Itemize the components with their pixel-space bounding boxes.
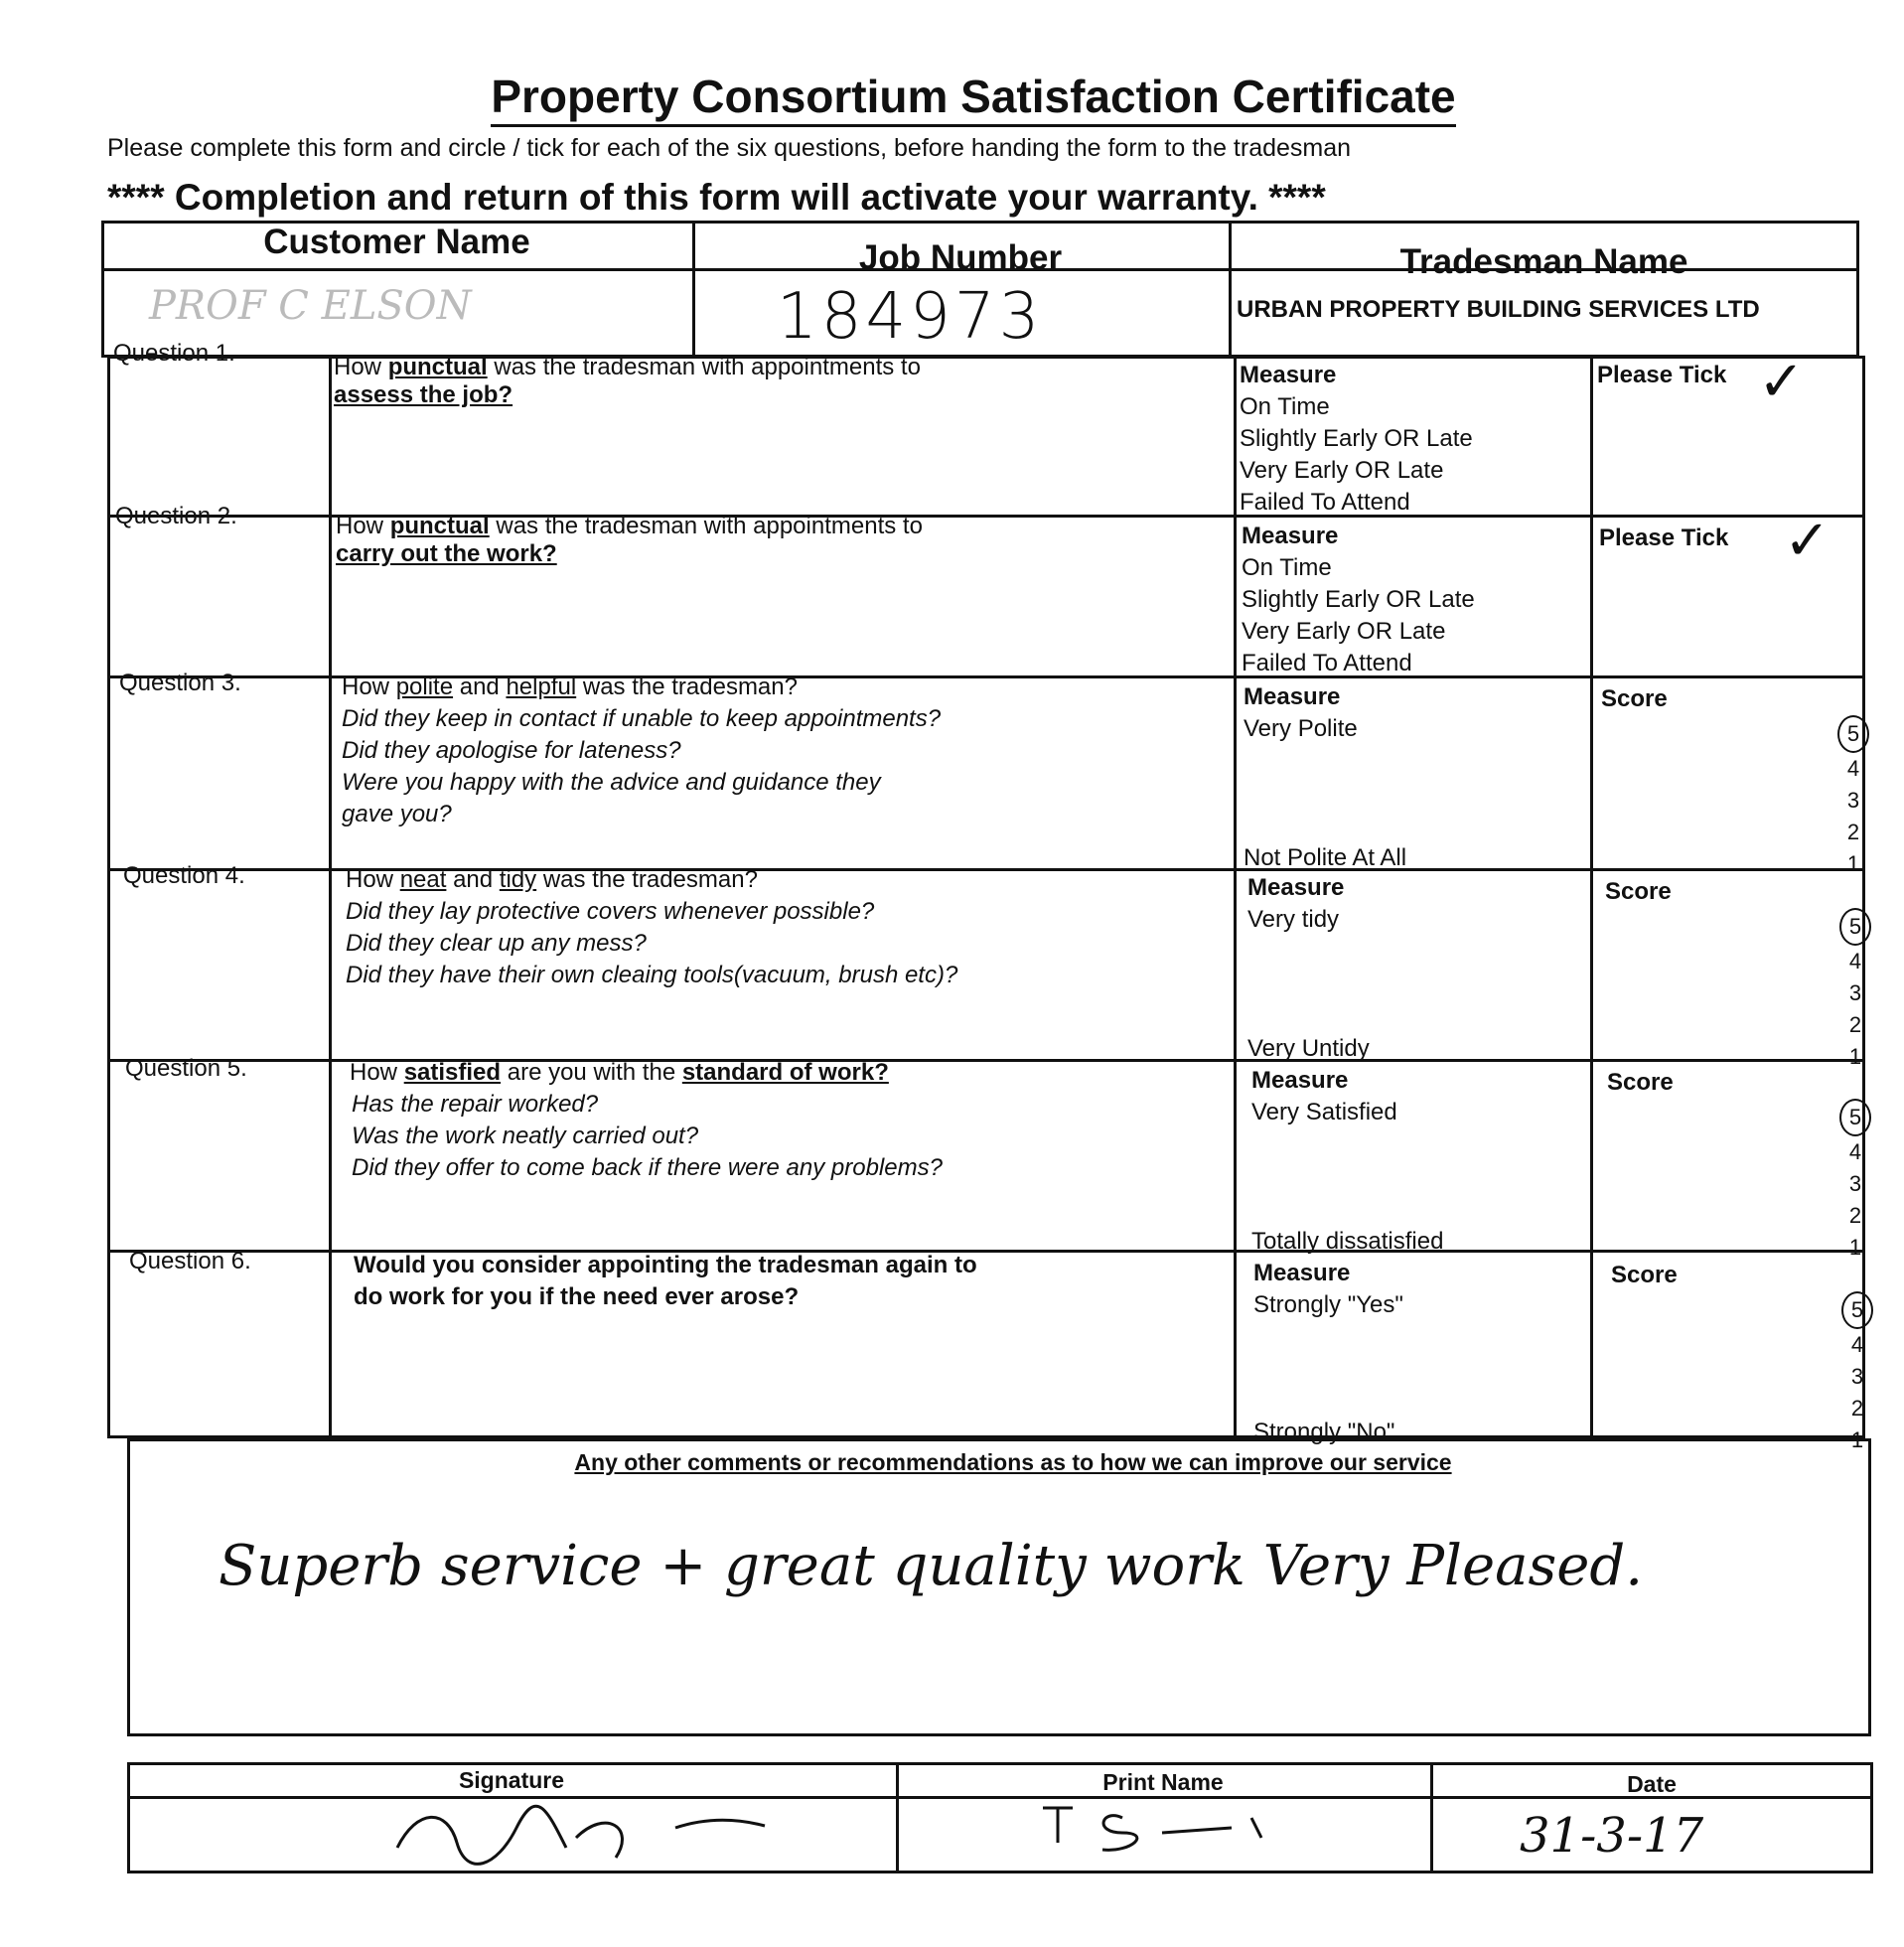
q6-text-line2: do work for you if the need ever arose? <box>354 1283 800 1310</box>
q3-subquestion: Did they keep in contact if unable to keep appointments? <box>342 705 942 732</box>
q5-measure-label: Measure <box>1251 1067 1349 1094</box>
q1-label: Question 1. <box>113 340 235 367</box>
q4-measure-label: Measure <box>1247 874 1345 901</box>
q1-tick-mark[interactable]: ✓ <box>1758 350 1805 414</box>
date-label: Date <box>1627 1771 1677 1797</box>
q4-subquestion: Did they clear up any mess? <box>346 930 647 957</box>
signature-scribble[interactable] <box>377 1788 934 1877</box>
q6-bottom-anchor: Strongly "No" <box>1253 1419 1395 1445</box>
q4-score-scale[interactable]: 5 4 3 2 1 <box>1843 908 1867 1073</box>
q3-measure-label: Measure <box>1244 683 1341 710</box>
q5-top-anchor: Very Satisfied <box>1251 1099 1397 1125</box>
q3-subquestion: Did they apologise for lateness? <box>342 737 681 764</box>
q2-option: Very Early OR Late <box>1242 618 1446 645</box>
q5-response-label: Score <box>1607 1069 1674 1096</box>
print-name-label: Print Name <box>1102 1769 1224 1795</box>
tradesman-name-label: Tradesman Name <box>1399 242 1688 281</box>
print-name-scribble[interactable] <box>1033 1788 1331 1858</box>
q1-text-line2: assess the job? <box>334 381 513 408</box>
q5-bottom-anchor: Totally dissatisfied <box>1251 1228 1444 1255</box>
q6-measure-label: Measure <box>1253 1260 1351 1286</box>
job-number-field[interactable]: 184973 <box>777 280 1044 354</box>
q5-score-selected[interactable]: 5 <box>1839 1099 1871 1136</box>
date-field[interactable]: 31-3-17 <box>1520 1808 1704 1864</box>
q6-score-scale[interactable]: 5 4 3 2 1 <box>1845 1291 1869 1456</box>
q6-top-anchor: Strongly "Yes" <box>1253 1291 1403 1318</box>
q4-bottom-anchor: Very Untidy <box>1247 1035 1370 1062</box>
comments-handwritten-text[interactable]: Superb service + great quality work Very Pleased. <box>219 1534 1644 1598</box>
q2-option: On Time <box>1242 554 1332 581</box>
q3-subquestion: gave you? <box>342 801 452 827</box>
q4-response-label: Score <box>1605 878 1672 905</box>
q3-text: How polite and helpful was the tradesman? <box>342 674 798 700</box>
q5-subquestion: Was the work neatly carried out? <box>352 1123 699 1149</box>
customer-name-field[interactable]: PROF C ELSON <box>149 283 472 329</box>
q6-label: Question 6. <box>129 1248 251 1274</box>
q5-label: Question 5. <box>125 1055 247 1082</box>
comments-label: Any other comments or recommendations as to how we can improve our service <box>574 1449 1452 1475</box>
instructions: Please complete this form and circle / tick for each of the six questions, before handing the form to the tradesman <box>107 134 1352 162</box>
q3-label: Question 3. <box>119 670 241 696</box>
q4-top-anchor: Very tidy <box>1247 906 1340 933</box>
q2-response-label: Please Tick <box>1599 524 1729 551</box>
q2-label: Question 2. <box>115 503 237 529</box>
form-title: Property Consortium Satisfaction Certificate <box>0 70 1904 123</box>
q2-option: Failed To Attend <box>1242 650 1412 676</box>
q2-option: Slightly Early OR Late <box>1242 586 1475 613</box>
q4-subquestion: Did they have their own cleaing tools(vacuum, brush etc)? <box>346 962 958 988</box>
q1-option: On Time <box>1240 393 1330 420</box>
warranty-notice: **** Completion and return of this form will activate your warranty. **** <box>107 177 1326 218</box>
q6-text: Would you consider appointing the tradesman again to <box>354 1252 977 1278</box>
q6-score-selected[interactable]: 5 <box>1841 1291 1873 1329</box>
q1-option: Failed To Attend <box>1240 489 1410 516</box>
q1-response-label: Please Tick <box>1597 362 1727 388</box>
tradesman-name-field: URBAN PROPERTY BUILDING SERVICES LTD <box>1237 296 1760 323</box>
job-number-label: Job Number <box>858 238 1063 277</box>
q5-score-scale[interactable]: 5 4 3 2 1 <box>1843 1099 1867 1264</box>
q4-text: How neat and tidy was the tradesman? <box>346 866 758 893</box>
q3-top-anchor: Very Polite <box>1244 715 1358 742</box>
q1-option: Slightly Early OR Late <box>1240 425 1473 452</box>
q4-label: Question 4. <box>123 862 245 889</box>
q1-measure-label: Measure <box>1240 362 1337 388</box>
q5-subquestion: Did they offer to come back if there were any problems? <box>352 1154 943 1181</box>
q2-measure-label: Measure <box>1242 523 1339 549</box>
q2-text-line2: carry out the work? <box>336 540 557 567</box>
q5-text: How satisfied are you with the standard of work? <box>350 1059 889 1086</box>
q3-response-label: Score <box>1601 685 1668 712</box>
q4-score-selected[interactable]: 5 <box>1839 908 1871 946</box>
q3-score-scale[interactable]: 5 4 3 2 1 <box>1841 715 1865 880</box>
q1-text: How punctual was the tradesman with appointments to <box>334 354 921 380</box>
q2-text: How punctual was the tradesman with appointments to <box>336 513 923 539</box>
q5-subquestion: Has the repair worked? <box>352 1091 599 1118</box>
q1-option: Very Early OR Late <box>1240 457 1444 484</box>
customer-name-label: Customer Name <box>263 223 530 261</box>
signature-label: Signature <box>458 1767 565 1793</box>
q3-bottom-anchor: Not Polite At All <box>1244 844 1407 871</box>
q3-score-selected[interactable]: 5 <box>1837 715 1869 753</box>
q3-subquestion: Were you happy with the advice and guidance they <box>342 769 881 796</box>
q4-subquestion: Did they lay protective covers whenever possible? <box>346 898 875 925</box>
q6-response-label: Score <box>1611 1262 1678 1288</box>
q2-tick-mark[interactable]: ✓ <box>1784 509 1831 573</box>
